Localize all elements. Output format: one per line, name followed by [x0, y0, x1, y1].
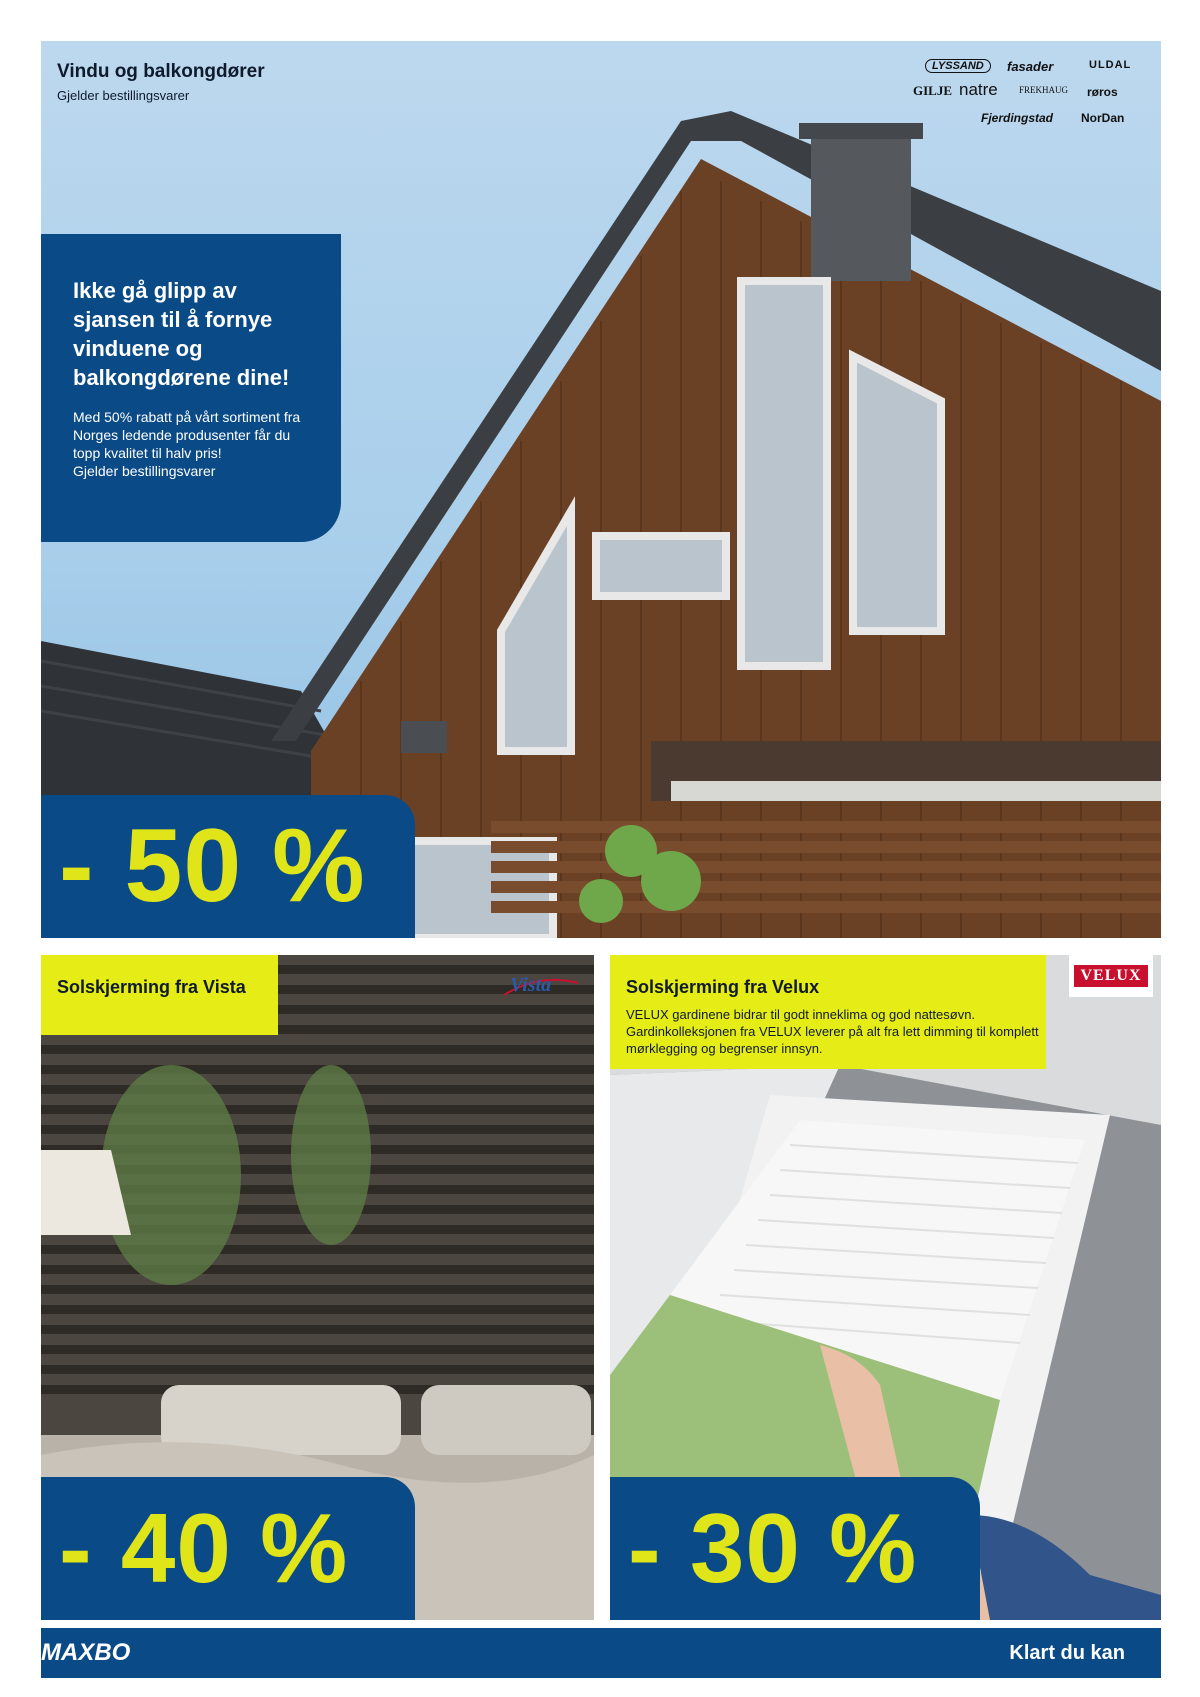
promo-body	[73, 408, 313, 480]
velux-title: Solskjerming fra Velux	[626, 977, 820, 997]
hero-subtitle: Gjelder bestillingsvarer	[57, 88, 190, 103]
brand-logo-uldal: ULDAL	[1089, 59, 1132, 71]
footer-bar	[41, 1628, 1161, 1678]
brand-logo-roros: røros	[1087, 85, 1118, 99]
discount-badge-40: - 40 %	[41, 1477, 415, 1620]
velux-heading-box	[610, 955, 1046, 1069]
promo-heading: Ikke gå glipp av sjansen til å fornye vinduene og balkongdørene dine!	[73, 278, 290, 390]
promo-body-text: Med 50% rabatt på vårt sortiment fra Norges ledende produsenter får du topp kvalitet til halv pris!	[73, 409, 301, 461]
velux-description: VELUX gardinene bidrar til godt inneklima og god nattesøvn. Gardinkolleksjonen fra VELUX leverer på alt fra lett dimming til komplett mørklegging og begrenser innsyn.	[626, 1007, 1039, 1056]
footer-slogan: Klart du kan	[1009, 1641, 1125, 1664]
hero-section	[41, 41, 1161, 938]
maxbo-logo: MAXBO	[41, 1639, 131, 1666]
vista-logo-icon	[500, 969, 580, 1001]
vista-heading-box	[41, 955, 278, 1035]
brand-logo-natre: natre	[959, 80, 998, 99]
brand-logo-fasader: fasader	[1007, 59, 1054, 74]
brand-logo-fjerdingstad: Fjerdingstad	[981, 111, 1054, 125]
velux-logo	[1069, 955, 1153, 997]
brand-logo-frekhaug: FREKHAUG	[1019, 85, 1069, 95]
brand-logos	[911, 59, 1141, 139]
vista-title: Solskjerming fra Vista	[57, 977, 246, 997]
vista-logo	[500, 969, 580, 1001]
brand-logo-gilje: GILJE	[913, 83, 953, 98]
vista-panel	[41, 955, 594, 1620]
brand-logo-lyssand: LYSSAND	[925, 59, 991, 73]
velux-panel	[610, 955, 1161, 1620]
promo-box	[41, 234, 341, 542]
discount-badge-50: - 50 %	[41, 795, 415, 938]
discount-badge-30: - 30 %	[610, 1477, 980, 1620]
promo-note: Gjelder bestillingsvarer	[73, 463, 216, 479]
brand-logo-nordan: NorDan	[1081, 111, 1125, 125]
velux-logo-text: VELUX	[1074, 965, 1147, 987]
vista-logo-text: Vista	[510, 974, 552, 996]
hero-title: Vindu og balkongdører	[57, 61, 265, 82]
